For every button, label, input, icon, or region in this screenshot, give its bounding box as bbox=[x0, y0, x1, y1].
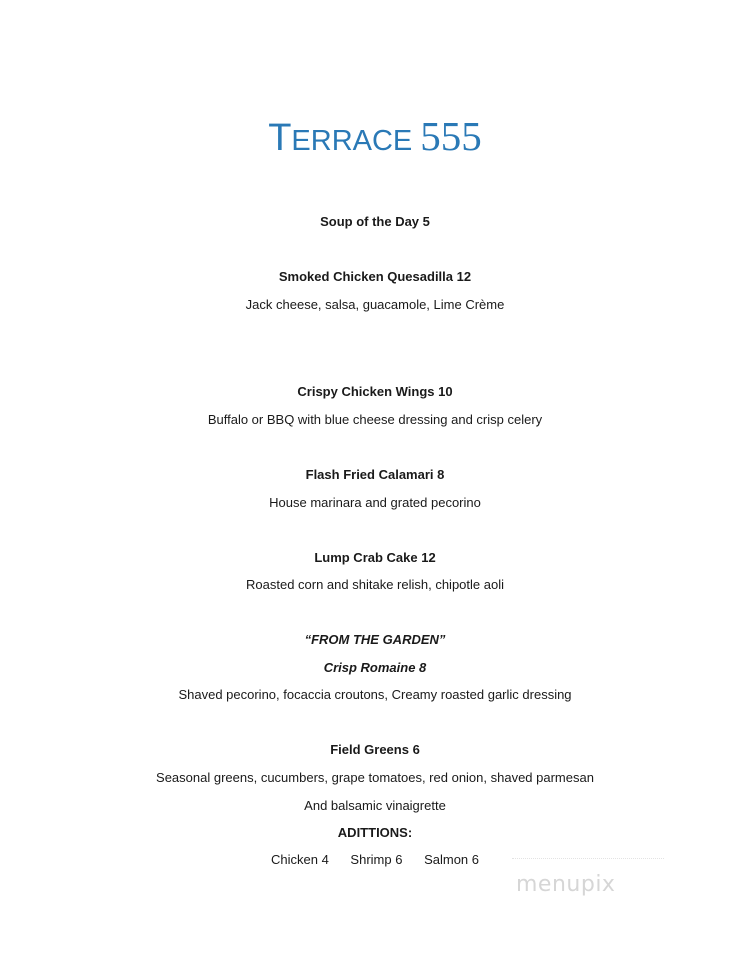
item-lump-crab-cake: Lump Crab Cake 12 bbox=[314, 550, 436, 565]
desc-field-greens-line2: And balsamic vinaigrette bbox=[304, 798, 446, 813]
watermark-rule bbox=[512, 858, 664, 859]
item-soup-of-the-day: Soup of the Day 5 bbox=[320, 214, 430, 229]
menupix-watermark: menupix bbox=[516, 872, 616, 897]
desc-smoked-chicken-quesadilla: Jack cheese, salsa, guacamole, Lime Crème bbox=[245, 297, 505, 312]
addition-chicken: Chicken 4 bbox=[270, 852, 329, 867]
item-flash-fried-calamari: Flash Fried Calamari 8 bbox=[305, 467, 445, 482]
item-smoked-chicken-quesadilla: Smoked Chicken Quesadilla 12 bbox=[278, 269, 472, 284]
restaurant-title bbox=[0, 112, 750, 160]
desc-crispy-chicken-wings: Buffalo or BBQ with blue cheese dressing and crisp celery bbox=[207, 412, 543, 427]
section-heading-from-the-garden: “FROM THE GARDEN” bbox=[304, 632, 446, 647]
addition-shrimp: Shrimp 6 bbox=[350, 852, 403, 867]
title-first-letter: T bbox=[268, 117, 292, 159]
addition-salmon: Salmon 6 bbox=[424, 852, 479, 867]
additions-heading: ADITTIONS: bbox=[337, 825, 413, 840]
title-number: 555 bbox=[420, 113, 482, 159]
desc-flash-fried-calamari: House marinara and grated pecorino bbox=[269, 495, 481, 510]
item-crisp-romaine: Crisp Romaine 8 bbox=[323, 660, 427, 675]
desc-field-greens-line1: Seasonal greens, cucumbers, grape tomatoes, red onion, shaved parmesan bbox=[156, 770, 594, 785]
item-field-greens: Field Greens 6 bbox=[330, 742, 420, 757]
additions-list bbox=[0, 852, 750, 868]
desc-lump-crab-cake: Roasted corn and shitake relish, chipotle aoli bbox=[246, 577, 504, 592]
desc-crisp-romaine: Shaved pecorino, focaccia croutons, Creamy roasted garlic dressing bbox=[178, 687, 572, 702]
title-rest: ERRACE bbox=[291, 125, 413, 157]
item-crispy-chicken-wings: Crispy Chicken Wings 10 bbox=[297, 384, 453, 399]
